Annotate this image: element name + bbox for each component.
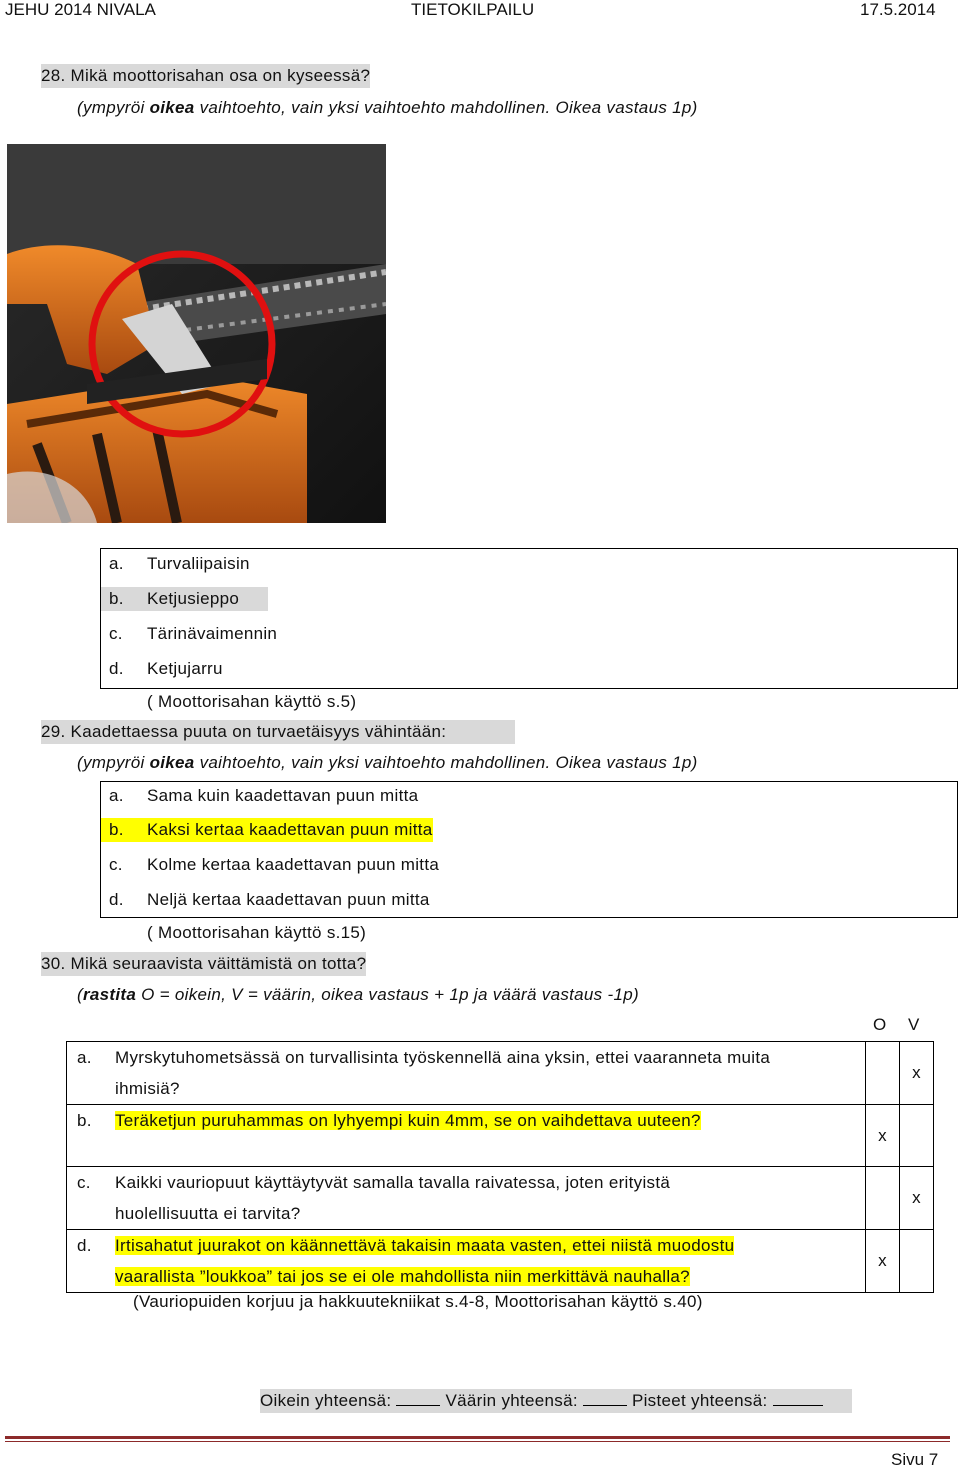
statement-cell (67, 1230, 866, 1293)
correct-total-field[interactable] (396, 1389, 440, 1406)
question-28-title: 28. Mikä moottorisahan osa on kyseessä? (41, 64, 370, 88)
header-right: 17.5.2014 (860, 0, 936, 19)
footer-rule (5, 1436, 950, 1439)
table-row (67, 1042, 934, 1105)
option-28c[interactable]: c. Tärinävaimennin (109, 624, 278, 643)
statement-line: Myrskytuhometsässä on turvallisinta työskennellä aina yksin, ettei vaaranneta muita (115, 1048, 771, 1067)
question-28-source: ( Moottorisahan käyttö s.5) (147, 692, 357, 711)
statement-letter: b. (77, 1111, 92, 1130)
option-28a[interactable]: a. Turvaliipaisin (109, 554, 250, 573)
statement-letter: a. (77, 1048, 92, 1067)
page-number: Sivu 7 (891, 1450, 939, 1469)
option-29a[interactable]: a. Sama kuin kaadettavan puun mitta (109, 786, 419, 805)
question-30-instruction: (rastita O = oikein, V = väärin, oikea vastaus + 1p ja väärä vastaus -1p) (77, 985, 639, 1004)
chainsaw-photo (7, 144, 386, 523)
mark-v-cell[interactable] (900, 1105, 934, 1167)
wrong-total-label: Väärin yhteensä: (445, 1391, 578, 1410)
mark-o-cell[interactable]: x (866, 1230, 900, 1293)
mark-v-cell[interactable] (900, 1230, 934, 1293)
statement-cell (67, 1042, 866, 1105)
statement-line: ihmisiä? (115, 1079, 180, 1098)
chainsaw-photo-image (7, 144, 386, 523)
statement-line: Irtisahatut juurakot on käännettävä takaisin maata vasten, ettei niistä muodostu (115, 1236, 735, 1255)
footer-rule-thin (5, 1441, 950, 1442)
points-total-field[interactable] (773, 1389, 823, 1406)
option-29c[interactable]: c. Kolme kertaa kaadettavan puun mitta (109, 855, 440, 874)
question-29-source: ( Moottorisahan käyttö s.15) (147, 923, 367, 942)
totals-bar (260, 1389, 852, 1413)
option-29b[interactable]: b. Kaksi kertaa kaadettavan puun mitta (101, 818, 433, 842)
option-28b[interactable]: b. Ketjusieppo (101, 587, 268, 611)
wrong-total-field[interactable] (583, 1389, 627, 1406)
correct-total-label: Oikein yhteensä: (260, 1391, 392, 1410)
column-header-v: V (908, 1015, 920, 1034)
mark-v-cell[interactable]: x (900, 1167, 934, 1230)
option-29d[interactable]: d. Neljä kertaa kaadettavan puun mitta (109, 890, 430, 909)
statement-line: huolellisuutta ei tarvita? (115, 1204, 301, 1223)
header-center: TIETOKILPAILU (411, 0, 535, 19)
mark-o-cell[interactable] (866, 1042, 900, 1105)
points-total-label: Pisteet yhteensä: (631, 1391, 768, 1410)
statement-line: Teräketjun puruhammas on lyhyempi kuin 4mm, se on vaihdettava uuteen? (115, 1111, 701, 1130)
question-28-instruction: (ympyröi oikea vaihtoehto, vain yksi vaihtoehto mahdollinen. Oikea vastaus 1p) (77, 98, 698, 117)
statement-line: Kaikki vauriopuut käyttäytyvät samalla tavalla raivatessa, joten erityistä (115, 1173, 671, 1192)
statement-letter: d. (77, 1236, 92, 1255)
question-29-title: 29. Kaadettaessa puuta on turvaetäisyys vähintään: (41, 720, 515, 744)
question-30-source: (Vauriopuiden korjuu ja hakkuutekniikat s.4-8, Moottorisahan käyttö s.40) (133, 1292, 703, 1311)
true-false-table (66, 1041, 934, 1293)
header-left: JEHU 2014 NIVALA (5, 0, 156, 19)
column-header-o: O (873, 1015, 887, 1034)
question-29-instruction: (ympyröi oikea vaihtoehto, vain yksi vaihtoehto mahdollinen. Oikea vastaus 1p) (77, 753, 698, 772)
mark-o-cell[interactable]: x (866, 1105, 900, 1167)
statement-line: vaarallista ”loukkoa” tai jos se ei ole mahdollista niin merkittävä nauhalla? (115, 1267, 690, 1286)
statement-cell (67, 1105, 866, 1167)
mark-v-cell[interactable]: x (900, 1042, 934, 1105)
table-row (67, 1167, 934, 1230)
table-row (67, 1230, 934, 1293)
question-30-title: 30. Mikä seuraavista väittämistä on totta? (41, 952, 366, 976)
statement-cell (67, 1167, 866, 1230)
option-28d[interactable]: d. Ketjujarru (109, 659, 223, 678)
table-row (67, 1105, 934, 1167)
mark-o-cell[interactable] (866, 1167, 900, 1230)
statement-letter: c. (77, 1173, 91, 1192)
